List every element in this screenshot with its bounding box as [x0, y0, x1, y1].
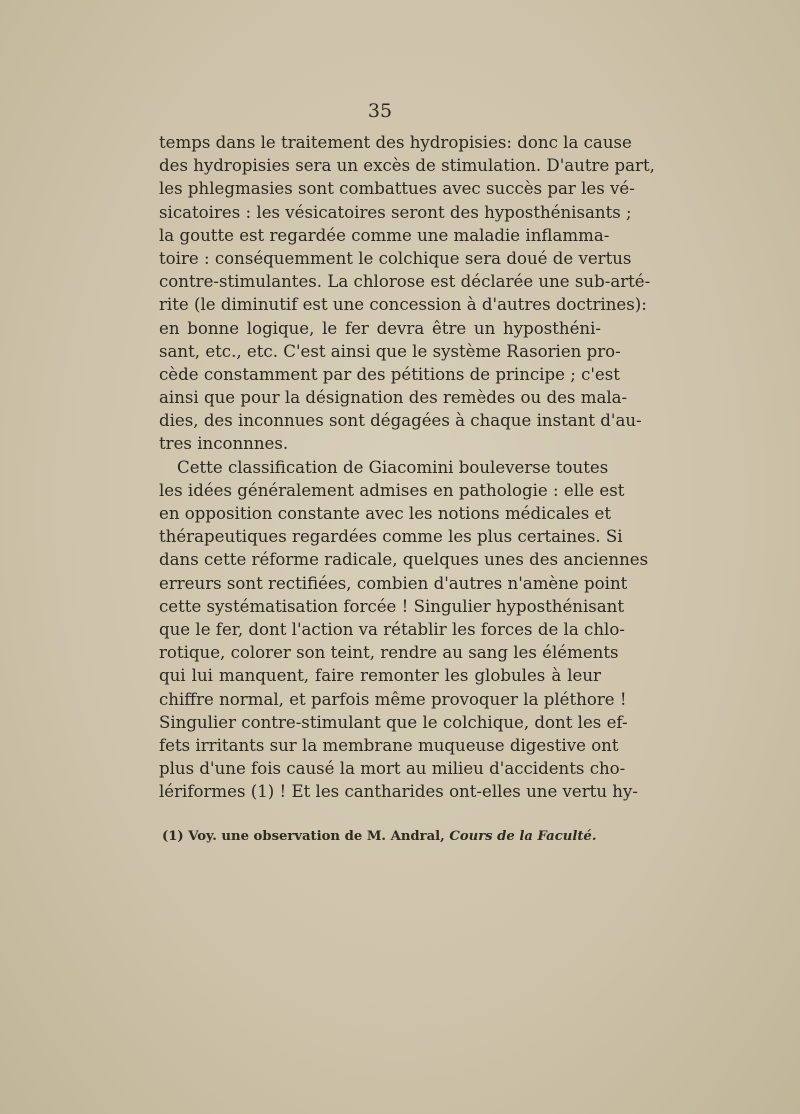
text-line: rite (le diminutif est une concession à d'autres doctrines):: [159, 295, 647, 315]
text-line: en opposition constante avec les notions médicales et: [159, 504, 612, 523]
text-line: erreurs sont rectifiées, combien d'autres n'amène point: [159, 573, 628, 593]
text-line: dans cette réforme radicale, quelques unes des anciennes: [159, 550, 649, 570]
text-line: temps dans le traitement des hydropisies: donc la cause: [159, 133, 632, 152]
text-line: qui lui manquent, faire remonter les globules à leur: [159, 666, 601, 686]
text-line: Singulier contre-stimulant que le colchique, dont les ef-: [159, 712, 628, 732]
text-line: lériformes (1) ! Et les cantharides ont-elles une vertu hy-: [159, 782, 638, 802]
text-line: la goutte est regardée comme une maladie inflamma-: [159, 225, 610, 245]
text-line: les phlegmasies sont combattues avec succès par les vé-: [159, 179, 635, 199]
footnote: [162, 829, 622, 844]
text-line: contre-stimulantes. La chlorose est déclarée une sub-arté-: [159, 272, 651, 292]
text-line: sicatoires : les vésicatoires seront des hyposthénisants ;: [159, 202, 632, 222]
text-line: que le fer, dont l'action va rétablir les forces de la chlo-: [159, 619, 625, 639]
text-line: toire : conséquemment le colchique sera doué de vertus: [159, 248, 632, 268]
page-number: 35: [367, 100, 393, 122]
text-line: thérapeutiques regardées comme les plus certaines. Si: [159, 527, 623, 547]
text-line: ainsi que pour la désignation des remèdes ou des mala-: [159, 388, 628, 408]
text-line: plus d'une fois causé la mort au milieu d'accidents cho-: [159, 759, 626, 779]
text-line: les idées généralement admises en pathologie : elle est: [159, 480, 625, 500]
text-line: dies, des inconnues sont dégagées à chaque instant d'au-: [159, 411, 642, 431]
paragraph-first-line: Cette classification de Giacomini bouleverse toutes: [177, 457, 609, 477]
text-line: sant, etc., etc. C'est ainsi que le système Rasorien pro-: [159, 341, 621, 361]
text-line: en bonne logique, le fer devra être un hyposthéni-: [159, 318, 601, 338]
paragraph-end-line: tres inconnnes.: [159, 434, 289, 454]
text-line: rotique, colorer son teint, rendre au sang les éléments: [159, 643, 619, 663]
text-line: des hydropisies sera un excès de stimulation. D'autre part,: [159, 156, 655, 176]
footnote-text: (1) Voy. une observation de M. Andral,: [162, 829, 445, 844]
text-line: fets irritants sur la membrane muqueuse digestive ont: [159, 735, 619, 755]
body-text: [159, 131, 655, 803]
footnote-source: Cours de la Faculté.: [449, 829, 597, 844]
text-line: cette systématisation forcée ! Singulier hyposthénisant: [159, 596, 625, 616]
text-line: chiffre normal, et parfois même provoquer la pléthore !: [159, 689, 627, 709]
text-line: cède constamment par des pétitions de principe ; c'est: [159, 364, 620, 384]
